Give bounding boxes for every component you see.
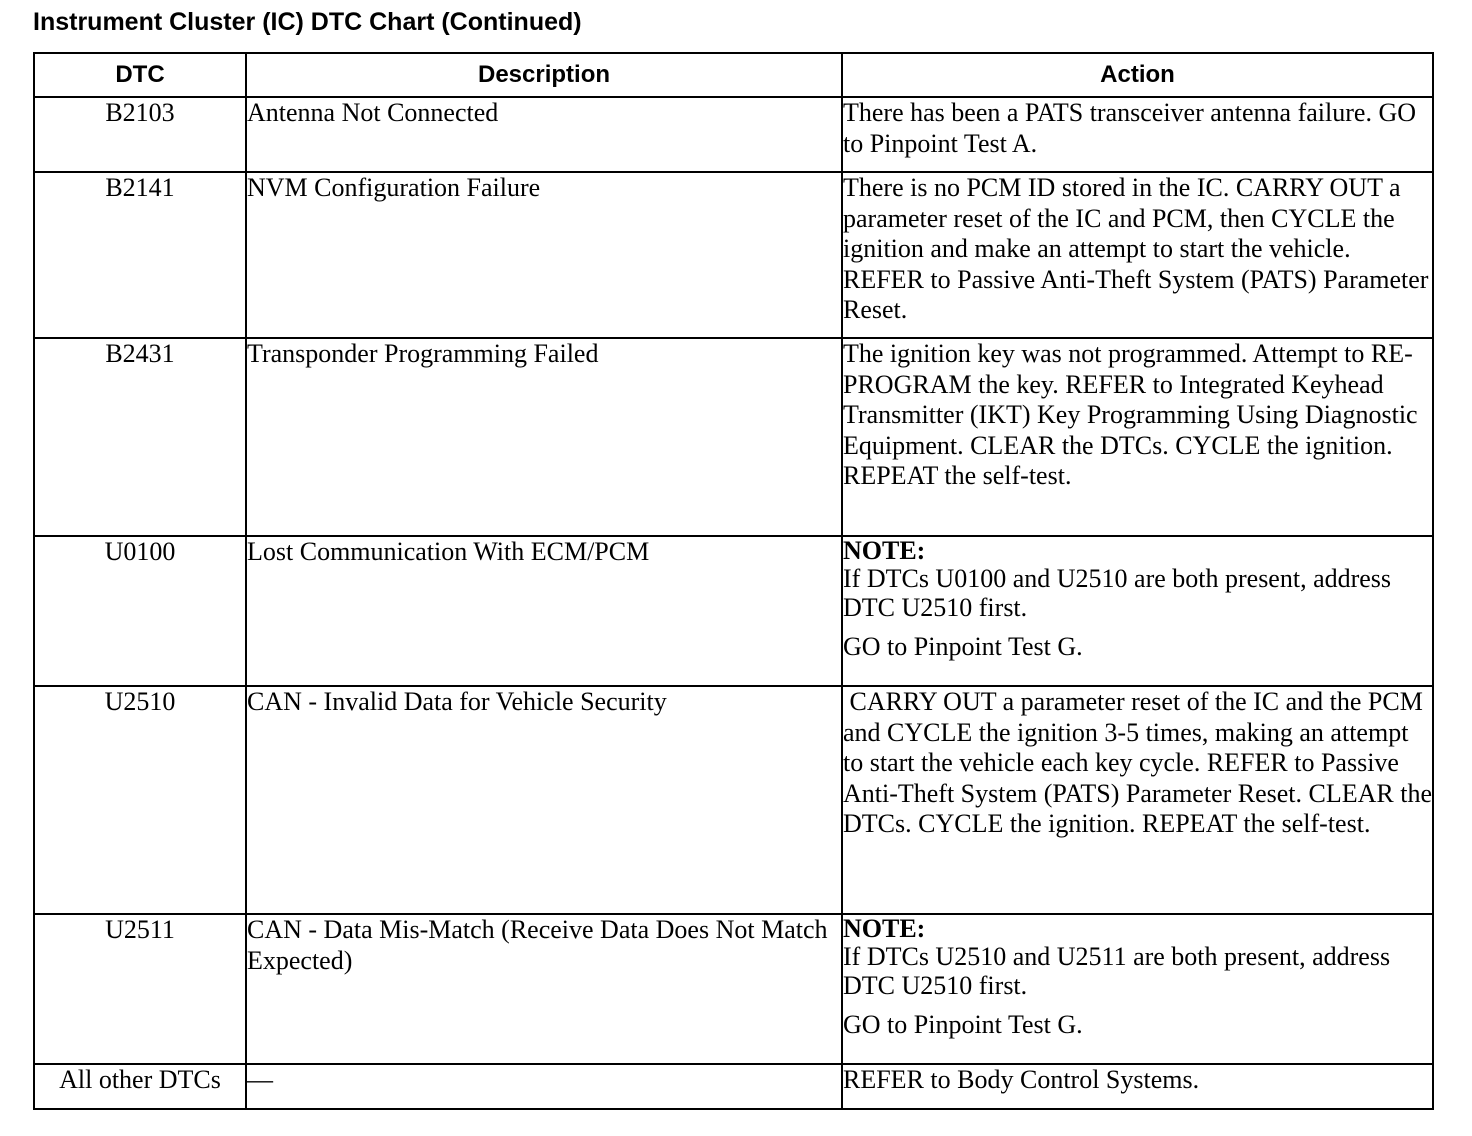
- description-cell: Transponder Programming Failed: [246, 338, 842, 536]
- table-row: [34, 172, 1433, 338]
- table-row: [34, 97, 1433, 172]
- description-cell: Lost Communication With ECM/PCM: [246, 536, 842, 686]
- action-text: GO to Pinpoint Test G.: [843, 1010, 1083, 1039]
- description-cell: —: [246, 1064, 842, 1109]
- table-row: [34, 536, 1433, 686]
- table-row: [34, 914, 1433, 1064]
- description-cell: Antenna Not Connected: [246, 97, 842, 172]
- action-cell: CARRY OUT a parameter reset of the IC and the PCM and CYCLE the ignition 3-5 times, making an attempt to start the vehicle each key cycle. REFER to Passive Anti-Theft System (PATS) Parameter Reset. CLEAR the DTCs. CYCLE the ignition. REPEAT the self-test.: [842, 686, 1433, 914]
- dtc-code-cell: B2103: [34, 97, 246, 172]
- action-cell: There has been a PATS transceiver antenna failure. GO to Pinpoint Test A.: [842, 97, 1433, 172]
- action-text: GO to Pinpoint Test G.: [843, 632, 1083, 661]
- table-row: [34, 1064, 1433, 1109]
- action-cell: [842, 914, 1433, 1064]
- action-cell: [842, 536, 1433, 686]
- description-cell: NVM Configuration Failure: [246, 172, 842, 338]
- description-cell: CAN - Data Mis-Match (Receive Data Does Not Match Expected): [246, 914, 842, 1064]
- dtc-code-cell: B2141: [34, 172, 246, 338]
- column-header-action: Action: [842, 53, 1433, 97]
- dtc-code-cell: U0100: [34, 536, 246, 686]
- column-header-description: Description: [246, 53, 842, 97]
- note-text: If DTCs U0100 and U2510 are both present, address DTC U2510 first.: [843, 564, 1392, 622]
- column-header-dtc: DTC: [34, 53, 246, 97]
- action-cell: REFER to Body Control Systems.: [842, 1064, 1433, 1109]
- table-row: [34, 338, 1433, 536]
- dtc-chart-table: [33, 52, 1439, 1110]
- action-cell: The ignition key was not programmed. Attempt to RE-PROGRAM the key. REFER to Integrated Keyhead Transmitter (IKT) Key Programming Using Diagnostic Equipment. CLEAR the DTCs. CYCLE the ignition. REPEAT the self-test.: [842, 338, 1433, 536]
- dtc-code-cell: B2431: [34, 338, 246, 536]
- action-cell: There is no PCM ID stored in the IC. CARRY OUT a parameter reset of the IC and PCM, then CYCLE the ignition and make an attempt to start the vehicle. REFER to Passive Anti-Theft System (PATS) Parameter Reset.: [842, 172, 1433, 338]
- dtc-code-cell: U2510: [34, 686, 246, 914]
- note-title: NOTE:: [843, 536, 926, 565]
- table-row: [34, 686, 1433, 914]
- dtc-code-cell: All other DTCs: [34, 1064, 246, 1109]
- dtc-code-cell: U2511: [34, 914, 246, 1064]
- page-title: Instrument Cluster (IC) DTC Chart (Continued): [33, 8, 582, 36]
- table-header-row: [34, 53, 1433, 97]
- note-text: If DTCs U2510 and U2511 are both present, address DTC U2510 first.: [843, 942, 1391, 1000]
- note-title: NOTE:: [843, 914, 926, 943]
- description-cell: CAN - Invalid Data for Vehicle Security: [246, 686, 842, 914]
